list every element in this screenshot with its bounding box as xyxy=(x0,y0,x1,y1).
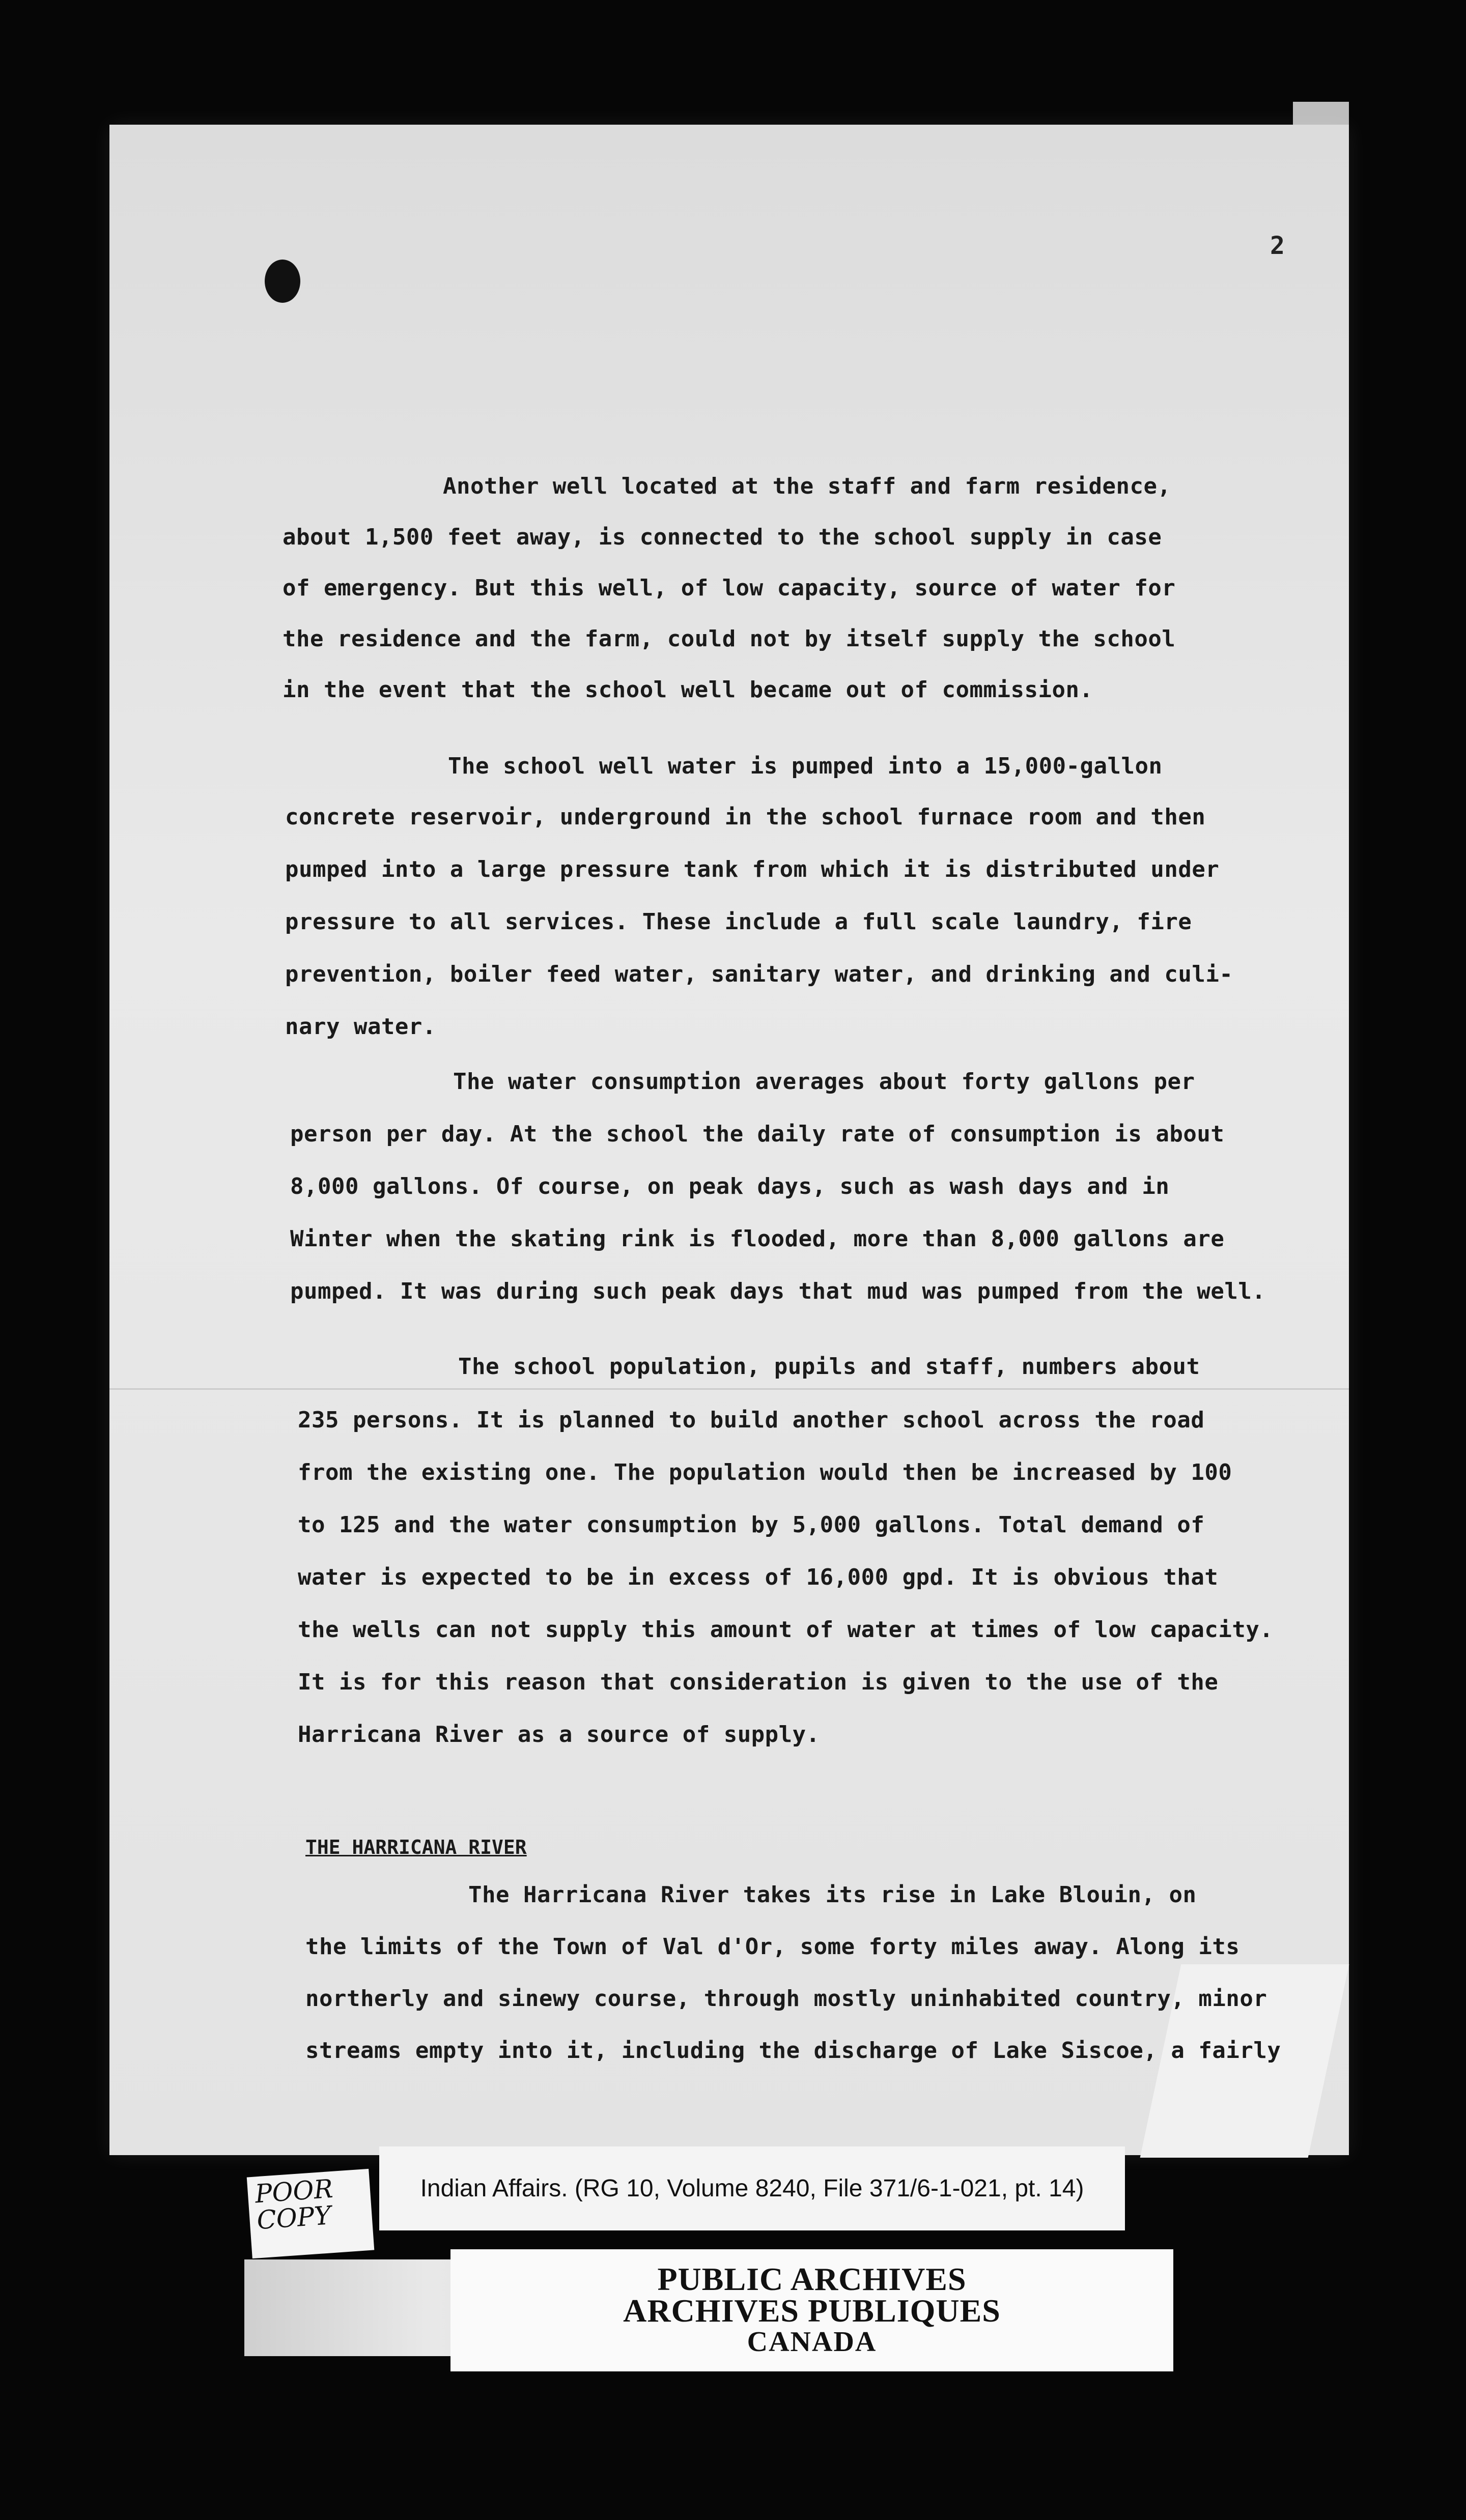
section-heading: THE HARRICANA RIVER xyxy=(305,1836,527,1858)
paragraph-1-line-4: the residence and the farm, could not by itself supply the school xyxy=(283,626,1176,652)
handwritten-poor-copy-note: POOR COPY xyxy=(247,2169,375,2258)
punch-hole xyxy=(265,260,300,303)
paragraph-1-line-2: about 1,500 feet away, is connected to the school supply in case xyxy=(283,524,1162,550)
archive-stamp xyxy=(450,2249,1173,2371)
archive-reference-text: Indian Affairs. (RG 10, Volume 8240, File 371/6-1-021, pt. 14) xyxy=(420,2175,1084,2202)
paragraph-1-line-3: of emergency. But this well, of low capacity, source of water for xyxy=(283,575,1176,601)
paragraph-4-line-4: to 125 and the water consumption by 5,000 gallons. Total demand of xyxy=(298,1512,1205,1538)
paragraph-2-line-4: pressure to all services. These include a full scale laundry, fire xyxy=(285,909,1192,935)
paragraph-3-line-4: Winter when the skating rink is flooded, more than 8,000 gallons are xyxy=(290,1226,1225,1252)
paragraph-3-line-1: The water consumption averages about forty gallons per xyxy=(453,1069,1195,1095)
paragraph-4-line-7: It is for this reason that consideration is given to the use of the xyxy=(298,1669,1219,1695)
paragraph-4-line-2: 235 persons. It is planned to build another school across the road xyxy=(298,1407,1205,1433)
paragraph-4-line-5: water is expected to be in excess of 16,000 gpd. It is obvious that xyxy=(298,1564,1219,1590)
section-paragraph-line-4: streams empty into it, including the discharge of Lake Siscoe, a fairly xyxy=(305,2038,1281,2064)
stamp-line-archives-publiques: ARCHIVES PUBLIQUES xyxy=(623,2293,1001,2329)
paragraph-2-line-6: nary water. xyxy=(285,1014,436,1040)
paragraph-4-line-1: The school population, pupils and staff, numbers about xyxy=(458,1354,1200,1380)
paragraph-2-line-5: prevention, boiler feed water, sanitary water, and drinking and culi- xyxy=(285,961,1233,987)
stamp-line-canada: CANADA xyxy=(747,2326,877,2358)
fold-line xyxy=(109,1388,1349,1390)
paragraph-2-line-3: pumped into a large pressure tank from which it is distributed under xyxy=(285,856,1220,882)
paragraph-1-line-5: in the event that the school well became out of commission. xyxy=(283,677,1093,703)
archive-reference-label xyxy=(379,2146,1125,2230)
paragraph-3-line-5: pumped. It was during such peak days that mud was pumped from the well. xyxy=(290,1278,1266,1304)
paragraph-2-line-2: concrete reservoir, underground in the school furnace room and then xyxy=(285,804,1206,830)
page-number: 2 xyxy=(1270,232,1285,260)
section-paragraph-line-1: The Harricana River takes its rise in Lake Blouin, on xyxy=(468,1882,1197,1908)
stamp-line-public-archives: PUBLIC ARCHIVES xyxy=(657,2261,967,2297)
paragraph-3-line-2: person per day. At the school the daily rate of consumption is about xyxy=(290,1121,1225,1147)
paragraph-1-line-1: Another well located at the staff and farm residence, xyxy=(443,473,1171,499)
paragraph-4-line-6: the wells can not supply this amount of water at times of low capacity. xyxy=(298,1617,1274,1643)
paragraph-4-line-3: from the existing one. The population would then be increased by 100 xyxy=(298,1459,1232,1485)
paragraph-2-line-1: The school well water is pumped into a 15,000-gallon xyxy=(448,753,1163,779)
paragraph-4-line-8: Harricana River as a source of supply. xyxy=(298,1722,820,1748)
paragraph-3-line-3: 8,000 gallons. Of course, on peak days, such as wash days and in xyxy=(290,1173,1170,1199)
section-paragraph-line-2: the limits of the Town of Val d'Or, some forty miles away. Along its xyxy=(305,1934,1240,1960)
section-paragraph-line-3: northerly and sinewy course, through mostly uninhabited country, minor xyxy=(305,1986,1267,2012)
